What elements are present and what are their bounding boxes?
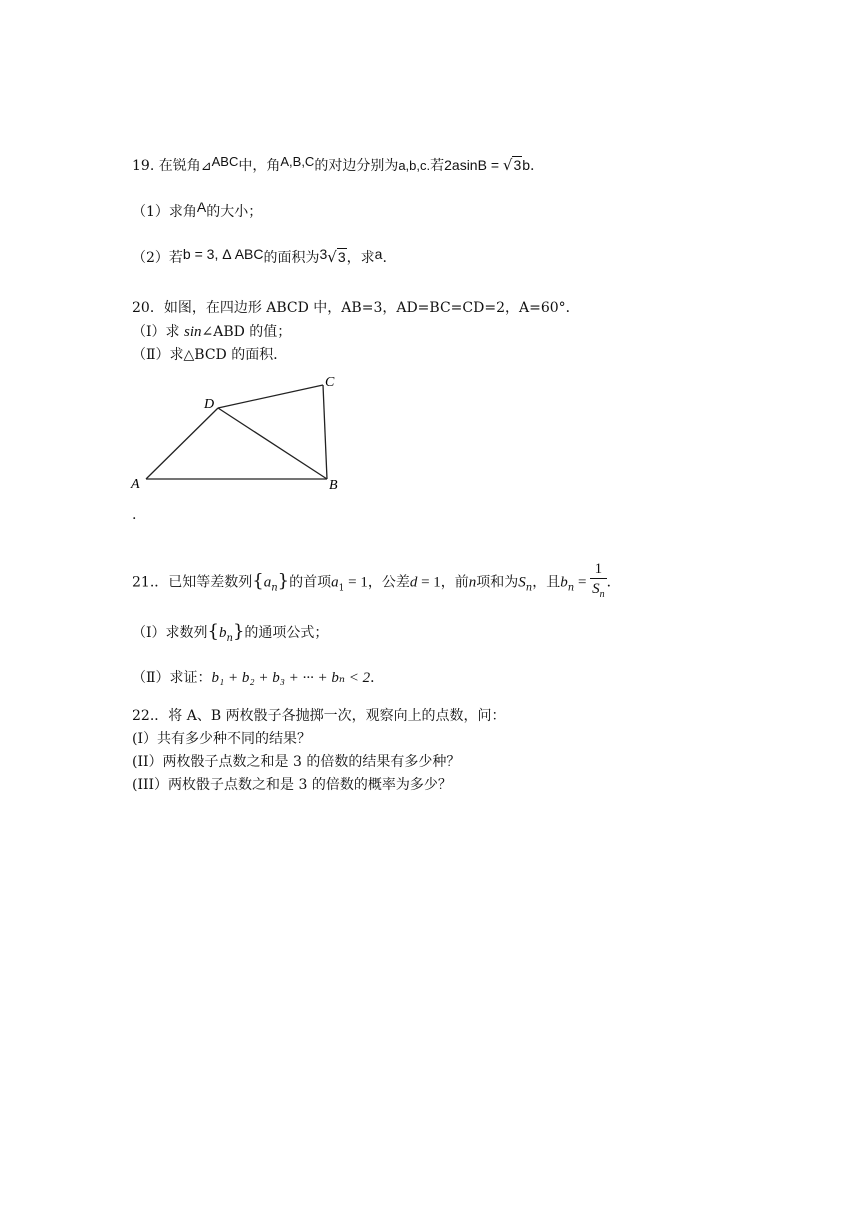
vertex-a-label: A [131, 477, 140, 492]
fraction-one-over-sn: $\frac{1}{S_n}$ [590, 560, 607, 605]
q21-statement: 21.．已知等差数列$\{a_n\}$的首项$a_1 = 1$，公差d = 1，前n项和为$S_n$，且$b_n$ = $\frac{1}{S_n}$ ． [132, 560, 621, 609]
q19-part2: （2）若b = 3, Δ ABC的面积为3√3，求a. [132, 246, 387, 266]
q19-part1: （1）求角A的大小； [132, 199, 263, 220]
q22-statement: 22.．将 A、B 两枚骰子各抛掷一次，观察向上的点数，问： [132, 708, 506, 724]
edge-ad [146, 408, 218, 479]
q21-part1: （Ⅰ）求数列$\{b_n\}$的通项公式； [132, 621, 329, 644]
q22-part3: (III）两枚骰子点数之和是 3 的倍数的概率为多少？ [132, 777, 452, 793]
right-triangle-symbol: ⊿ [200, 159, 212, 174]
q22-part2: (II）两枚骰子点数之和是 3 的倍数的结果有多少种？ [132, 754, 461, 770]
q19-number: 19. [132, 158, 155, 174]
edge-cb [323, 385, 327, 479]
q21-part2: （Ⅱ）求证：b₁ + b₂ + b₃ + ··· + bₙ < 2． [132, 670, 385, 686]
sqrt-3-area: √3 [327, 248, 346, 266]
q20-trailing-dot: . [132, 507, 137, 523]
vertex-b-label: B [329, 478, 338, 493]
q20-part2: （Ⅱ）求△BCD 的面积． [132, 347, 288, 363]
vertex-d-label: D [204, 397, 215, 412]
q20-statement: 20．如图，在四边形 ABCD 中，AB=3，AD=BC=CD=2，A=60°． [132, 300, 580, 316]
vertex-c-label: C [325, 375, 335, 390]
diagonal-db [218, 408, 327, 479]
edge-dc [218, 385, 323, 408]
q22-part1: (I）共有多少种不同的结果？ [132, 731, 311, 747]
q21-number: 21.． [132, 574, 169, 591]
q19-statement: 19. 在锐角⊿ABC中，角A,B,C的对边分别为a,b,c.若2asinB = √3b. [132, 154, 535, 174]
quadrilateral-figure [126, 370, 356, 500]
q20-part1: （Ⅰ）求 sin∠ABD 的值； [132, 324, 292, 340]
sqrt-3: √3 [502, 156, 522, 174]
